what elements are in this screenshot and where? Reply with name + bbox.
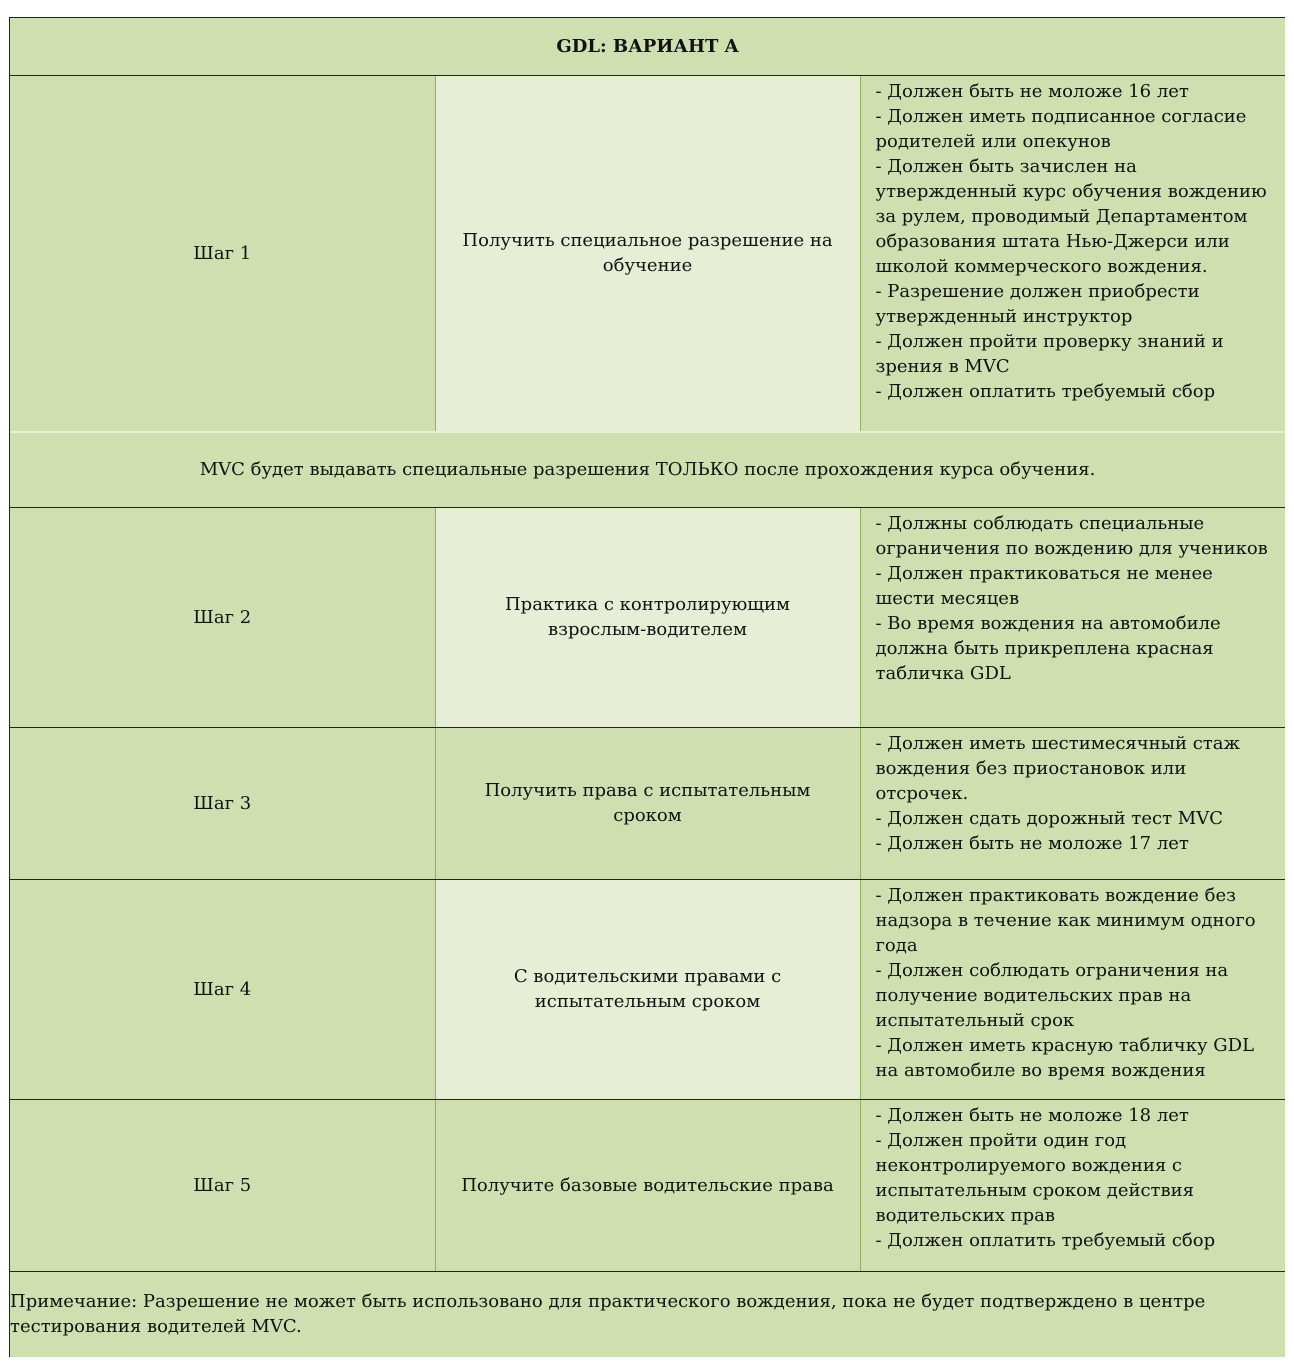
requirement-item: - Должен сдать дорожный тест MVC: [875, 807, 1223, 829]
step-label: Шаг 5: [10, 1099, 435, 1271]
requirement-item: - Должен практиковать вождение без надзора в течение как минимум одного года: [875, 884, 1256, 956]
mvc-note-row: [10, 432, 1285, 507]
table-title: GDL: ВАРИАНТ A: [10, 18, 1285, 75]
step-action: Получить специальное разрешение на обучение: [435, 75, 860, 432]
requirement-item: - Во время вождения на автомобиле должна быть прикреплена красная табличка GDL: [875, 612, 1221, 684]
title-row: [10, 18, 1285, 75]
step-row-1: [10, 75, 1285, 432]
footer-note-row: [10, 1271, 1285, 1357]
requirement-item: - Должен практиковаться не менее шести месяцев: [875, 562, 1213, 609]
requirement-item: - Должен оплатить требуемый сбор: [875, 380, 1216, 402]
step-label: Шаг 4: [10, 879, 435, 1099]
step-row-2: [10, 507, 1285, 727]
requirement-item: - Должен иметь шестимесячный стаж вождения без приостановок или отсрочек.: [875, 732, 1241, 804]
step-requirements: [860, 879, 1285, 1099]
mvc-note: MVC будет выдавать специальные разрешения ТОЛЬКО после прохождения курса обучения.: [10, 432, 1285, 507]
step-requirements: [860, 75, 1285, 432]
step-label: Шаг 2: [10, 507, 435, 727]
requirement-item: - Должен соблюдать ограничения на получение водительских прав на испытательный срок: [875, 959, 1229, 1031]
step-action: Получите базовые водительские права: [435, 1099, 860, 1271]
requirement-item: - Должен пройти проверку знаний и зрения в MVC: [875, 330, 1224, 377]
requirement-item: - Должен быть зачислен на утвержденный курс обучения вождению за рулем, проводимый Департаментом образования штата Нью-Джерси или школой коммерческого вождения.: [875, 155, 1267, 277]
step-requirements: [860, 1099, 1285, 1271]
requirement-item: - Должны соблюдать специальные ограничения по вождению для учеников: [875, 512, 1268, 559]
gdl-table: [10, 18, 1285, 1357]
step-label: Шаг 1: [10, 75, 435, 432]
requirement-item: - Должен оплатить требуемый сбор: [875, 1229, 1216, 1251]
requirement-item: - Должен быть не моложе 16 лет: [875, 80, 1189, 102]
step-row-3: [10, 727, 1285, 879]
requirement-item: - Разрешение должен приобрести утвержденный инструктор: [875, 280, 1200, 327]
requirement-item: - Должен пройти один год неконтролируемого вождения с испытательным сроком действия водительских прав: [875, 1129, 1194, 1226]
step-action: Получить права с испытательным сроком: [435, 727, 860, 879]
step-action: С водительскими правами с испытательным сроком: [435, 879, 860, 1099]
requirement-item: - Должен быть не моложе 18 лет: [875, 1104, 1189, 1126]
requirement-item: - Должен быть не моложе 17 лет: [875, 832, 1189, 854]
step-action: Практика с контролирующим взрослым-водителем: [435, 507, 860, 727]
step-row-5: [10, 1099, 1285, 1271]
step-row-4: [10, 879, 1285, 1099]
requirement-item: - Должен иметь красную табличку GDL на автомобиле во время вождения: [875, 1034, 1255, 1081]
requirement-item: - Должен иметь подписанное согласие родителей или опекунов: [875, 105, 1247, 152]
gdl-document: [9, 17, 1285, 1357]
step-label: Шаг 3: [10, 727, 435, 879]
step-requirements: [860, 507, 1285, 727]
footer-note: Примечание: Разрешение не может быть использовано для практического вождения, пока не будет подтверждено в центре тестирования водителей MVC.: [10, 1271, 1285, 1357]
step-requirements: [860, 727, 1285, 879]
